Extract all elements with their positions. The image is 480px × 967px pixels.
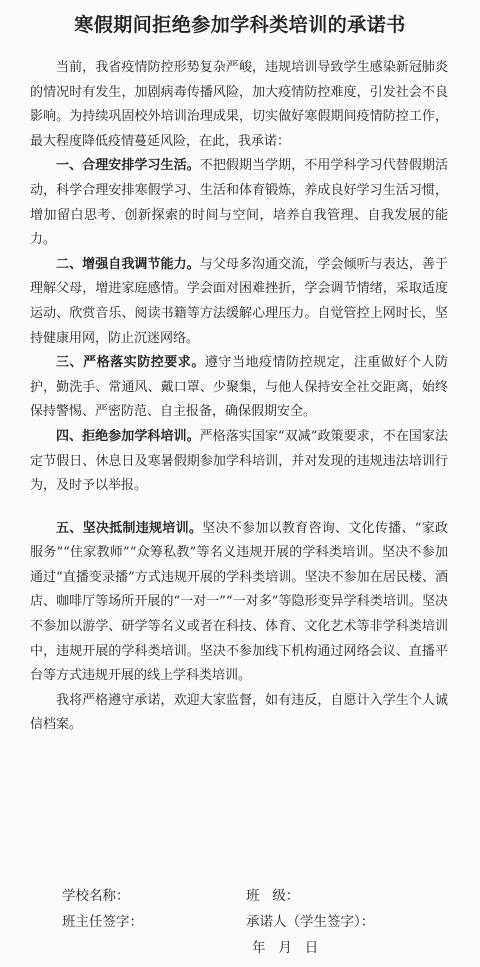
school-name-label: 学校名称： <box>62 888 130 904</box>
item-one <box>30 154 448 252</box>
closing-paragraph: 我将严格遵守承诺，欢迎大家监督，如有违反，自愿计入学生个人诚信档案。 <box>30 692 448 733</box>
document-title: 寒假期间拒绝参加学科类培训的承诺书 <box>74 14 406 36</box>
item-one-heading: 一、合理安排学习生活。 <box>56 158 200 174</box>
item-two <box>30 253 448 351</box>
class-label: 班 级： <box>246 888 300 904</box>
item-three-heading: 三、严格落实防控要求。 <box>56 355 205 371</box>
item-three <box>30 351 448 425</box>
item-three-text: 遵守当地疫情防控规定，注重做好个人防护，勤洗手、常通风、戴口罩、少聚集，与他人保持安全社交距离，始终保持警惕、严密防范、自主报备，确保假期安全。 <box>30 355 448 420</box>
item-two-heading: 二、增强自我调节能力。 <box>56 256 200 272</box>
date-label: 年 月 日 <box>252 940 319 956</box>
item-five-heading: 五、坚决抵制违规培训。 <box>56 520 203 536</box>
pledger-signature-label: 承诺人（学生签字）： <box>246 914 375 930</box>
document-body <box>30 56 448 738</box>
intro-paragraph: 当前，我省疫情防控形势复杂严峻，违规培训导致学生感染新冠肺炎的情况时有发生，加剧病毒传播风险，加大疫情防控难度，引发社会不良影响。为持续巩固校外培训治理成果，切实做好寒假期间疫情防控工作，最大程度降低疫情蔓延风险，在此，我承诺： <box>30 60 448 149</box>
item-five <box>30 517 448 689</box>
item-four <box>30 425 448 499</box>
head-teacher-signature-label: 班主任签字： <box>62 914 143 930</box>
item-five-text: 坚决不参加以教育咨询、文化传播、“家政服务”“住家教师”“众筹私教”等名义违规开展的学科类培训。坚决不参加通过“直播变录播”方式违规开展的学科类培训。坚决不参加在居民楼、酒店、咖啡厅等场所开展的“一对一”“一对多”等隐形变异学科类培训。坚决不参加以游学、研学等名义或者在科技、体育、文化艺术等非学科类培训中，违规开展的学科类培训。坚决不参加线下机构通过网络会议、直播平台等方式违规开展的线上学科类培训。 <box>30 520 448 684</box>
item-four-heading: 四、拒绝参加学科培训。 <box>56 428 200 444</box>
item-four-text: 严格落实国家“双减”政策要求，不在国家法定节假日、休息日及寒暑假期参加学科培训，并对发现的违规违法培训行为，及时予以举报。 <box>30 428 448 494</box>
item-one-text: 不把假期当学期，不用学科学习代替假期活动，科学合理安排寒假学习、生活和体育锻炼，养成良好学习生活习惯，增加留白思考、创新探索的时间与空间，培养自我管理、自我发展的能力。 <box>30 158 448 248</box>
item-two-text: 与父母多沟通交流，学会倾听与表达，善于理解父母，增进家庭感情。学会面对困难挫折，学会调节情绪，采取适度运动、欣赏音乐、阅读书籍等方法缓解心理压力。自觉管控上网时长，坚持健康用网，防止沉迷网络。 <box>30 256 448 346</box>
